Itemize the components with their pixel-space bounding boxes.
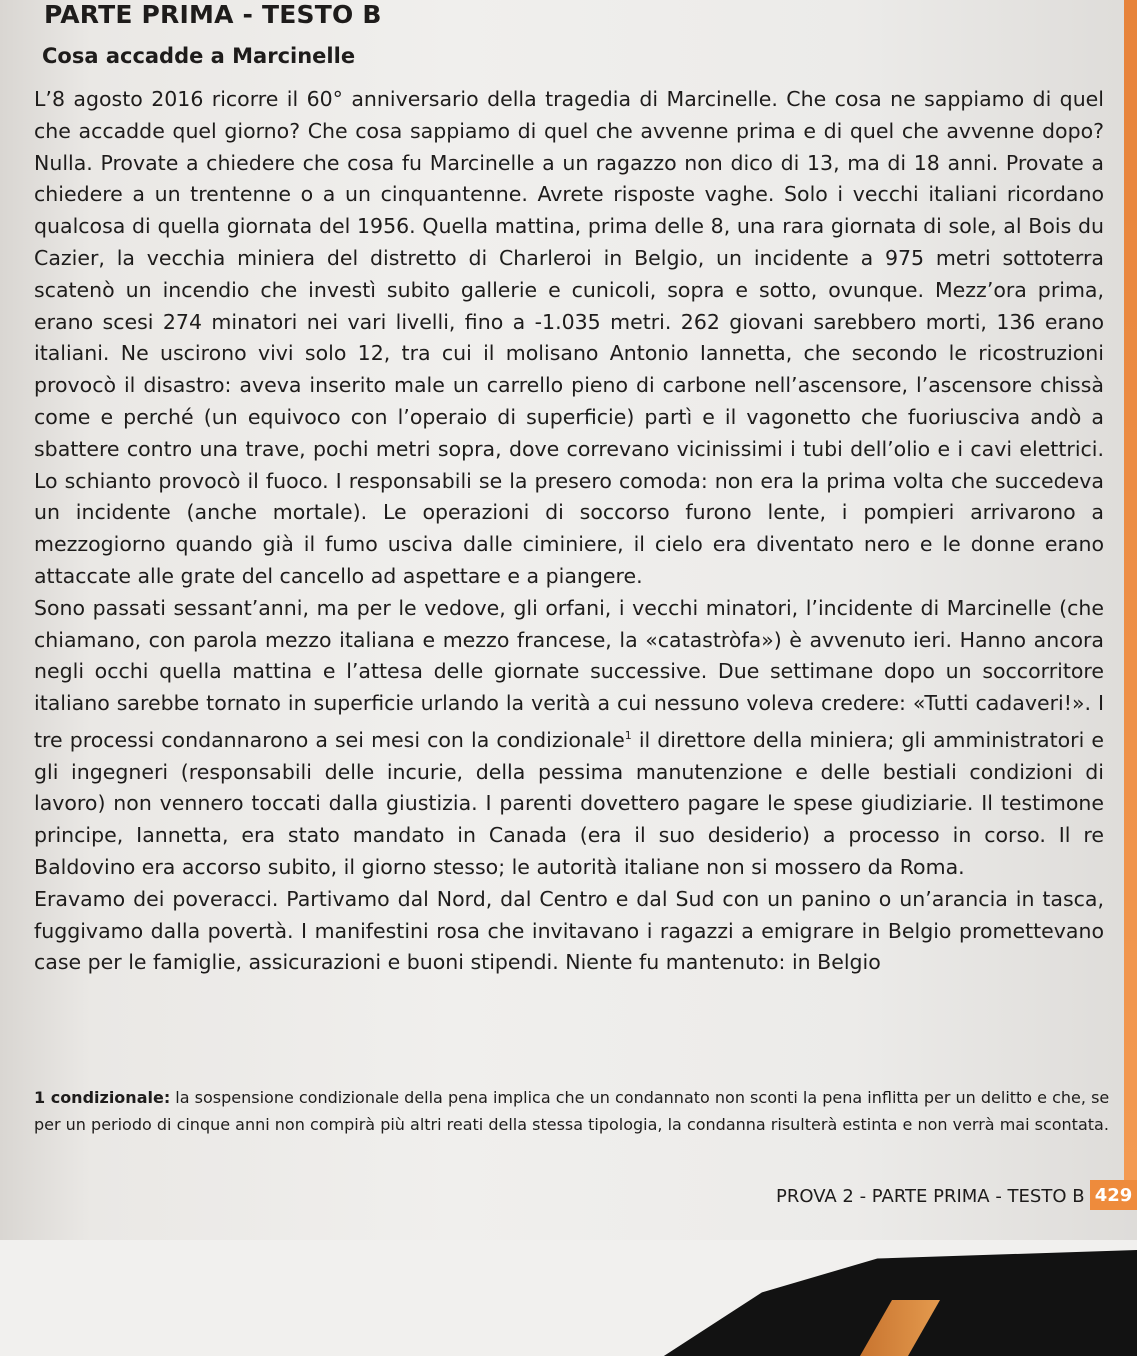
paragraph-2-text-b: il direttore della miniera; gli amministratori e gli ingegneri (responsabili delle incurie, della pessima manutenzione e delle bestiali condizioni di lavoro) non vennero toccati dalla giustizia. I parenti dovettero pagare le spese giudiziarie. Il testimone principe, Iannetta, era stato mandato in Canada (era il suo desiderio) a processo in corso. Il re Baldovino era accorso subito, il giorno stesso; le autorità italiane non si mossero da Roma. — [34, 727, 1104, 879]
article-body — [34, 84, 1104, 979]
footnote-ref: 1 — [624, 728, 632, 742]
paragraph-1 — [34, 84, 1104, 593]
footnote-label: 1 condizionale: — [34, 1088, 171, 1107]
section-title: PARTE PRIMA - TESTO B — [44, 0, 382, 29]
paragraph-1-text: L’8 agosto 2016 ricorre il 60° anniversario della tragedia di Marcinelle. Che cosa ne sappiamo di quel che accadde quel giorno? Che cosa sappiamo di quel che avvenne prima e di quel che avvenne dopo? Nulla. Provate a chiedere che cosa fu Marcinelle a un ragazzo non dico di 13, ma di 18 anni. Provate a chiedere a un trentenne o a un cinquantenne. Avrete risposte vaghe. Solo i vecchi italiani ricordano qualcosa di quella giornata del 1956. Quella mattina, prima delle 8, una rara giornata di sole, al Bois du Cazier, la vecchia miniera del distretto di Charleroi in Belgio, un incidente a 975 metri sottoterra scatenò un incendio che investì subito gallerie e cunicoli, sopra e sotto, ovunque. Mezz’ora prima, erano scesi 274 minatori nei vari livelli, fino a -1.035 metri. 262 giovani sarebbero morti, 136 erano italiani. Ne uscirono vivi solo 12, tra cui il molisano Antonio Iannetta, che secondo le ricostruzioni provocò il disastro: aveva inserito male un carrello pieno di carbone nell’ascensore, l’ascensore chissà come e perché (un equivoco con l’operaio di superficie) partì e il vagonetto che fuoriusciva andò a sbattere contro una trave, pochi metri sopra, dove correvano vicinissimi i tubi dell’olio e i cavi elettrici. Lo schianto provocò il fuoco. I responsabili se la presero comoda: non era la prima volta che succedeva un incidente (anche mortale). Le operazioni di soccorso furono lente, i pompieri arrivarono a mezzogiorno quando già il fumo usciva dalle ciminiere, il cielo era diventato nero e le donne erano attaccate alle grate del cancello ad aspettare e a piangere. — [34, 87, 1104, 588]
running-footer: PROVA 2 - PARTE PRIMA - TESTO B — [776, 1186, 1085, 1207]
paragraph-3 — [34, 884, 1104, 979]
page-edge-accent — [1124, 0, 1137, 1180]
footnote-text: la sospensione condizionale della pena implica che un condannato non sconti la pena inflitta per un delitto e che, se per un periodo di cinque anni non compirà più altri reati della stessa tipologia, la condanna risulterà estinta e non verrà mai scontata. — [34, 1088, 1110, 1134]
paragraph-2 — [34, 593, 1104, 884]
page-number-badge: 429 — [1090, 1180, 1137, 1210]
paragraph-3-text: Eravamo dei poveracci. Partivamo dal Nord, dal Centro e dal Sud con un panino o un’arancia in tasca, fuggivamo dalla povertà. I manifestini rosa che invitavano i ragazzi a emigrare in Belgio promettevano case per le famiglie, assicurazioni e buoni stipendi. Niente fu mantenuto: in Belgio — [34, 886, 1104, 975]
paragraph-2-text-a: Sono passati sessant’anni, ma per le vedove, gli orfani, i vecchi minatori, l’incidente di Marcinelle (che chiamano, con parola mezzo italiana e mezzo francese, la «catastròfa») è avvenuto ieri. Hanno ancora negli occhi quella mattina e l’attesa delle giornate successive. Due settimane dopo un soccorritore italiano sarebbe tornato in superficie urlando la verità a cui nessuno voleva credere: «Tutti cadaveri!». I tre processi condannarono a sei mesi con la condizionale — [34, 595, 1104, 752]
footnote — [34, 1084, 1110, 1138]
article-title: Cosa accadde a Marcinelle — [42, 44, 356, 68]
